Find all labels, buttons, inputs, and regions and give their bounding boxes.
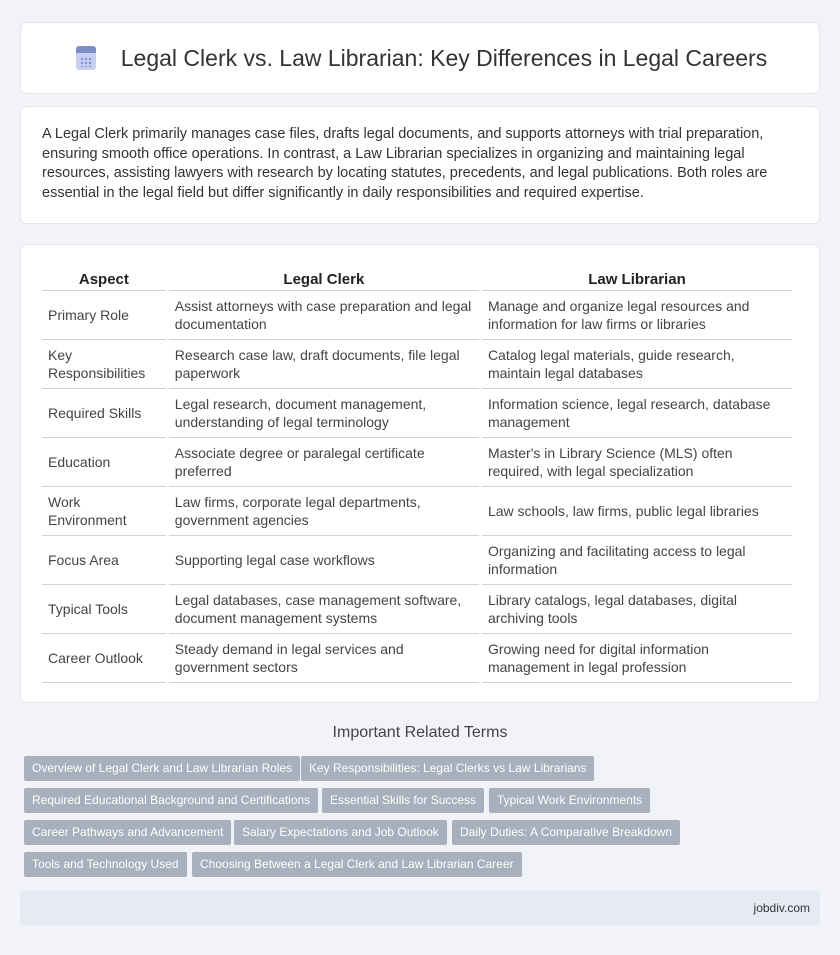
row-law-librarian: Law schools, law firms, public legal libraries	[482, 487, 792, 536]
row-aspect: Work Environment	[42, 487, 166, 536]
row-legal-clerk: Legal research, document management, understanding of legal terminology	[169, 389, 479, 438]
row-aspect: Primary Role	[42, 291, 166, 340]
related-tag[interactable]: Daily Duties: A Comparative Breakdown	[452, 820, 680, 845]
column-header-legal-clerk: Legal Clerk	[169, 265, 479, 291]
row-law-librarian: Information science, legal research, database management	[482, 389, 792, 438]
table-row	[42, 487, 792, 536]
row-legal-clerk: Assist attorneys with case preparation and legal documentation	[169, 291, 479, 340]
row-law-librarian: Growing need for digital information management in legal profession	[482, 634, 792, 683]
table-row	[42, 291, 792, 340]
footer-site[interactable]: jobdiv.com	[753, 901, 810, 915]
row-law-librarian: Catalog legal materials, guide research, maintain legal databases	[482, 340, 792, 389]
row-aspect: Typical Tools	[42, 585, 166, 634]
row-aspect: Career Outlook	[42, 634, 166, 683]
footer	[20, 891, 820, 925]
row-legal-clerk: Research case law, draft documents, file legal paperwork	[169, 340, 479, 389]
page-title: Legal Clerk vs. Law Librarian: Key Differences in Legal Careers	[120, 44, 768, 71]
row-legal-clerk: Associate degree or paralegal certificate preferred	[169, 438, 479, 487]
row-law-librarian: Master's in Library Science (MLS) often required, with legal specialization	[482, 438, 792, 487]
table-row	[42, 634, 792, 683]
related-tag[interactable]: Key Responsibilities: Legal Clerks vs Law Librarians	[301, 756, 594, 781]
row-legal-clerk: Supporting legal case workflows	[169, 536, 479, 585]
related-tag[interactable]: Tools and Technology Used	[24, 852, 187, 877]
calendar-grid-icon	[73, 45, 99, 71]
related-tag[interactable]: Required Educational Background and Certifications	[24, 788, 318, 813]
table-row	[42, 389, 792, 438]
row-legal-clerk: Law firms, corporate legal departments, government agencies	[169, 487, 479, 536]
column-header-law-librarian: Law Librarian	[482, 265, 792, 291]
row-law-librarian: Manage and organize legal resources and information for law firms or libraries	[482, 291, 792, 340]
related-tag[interactable]: Career Pathways and Advancement	[24, 820, 231, 845]
row-legal-clerk: Legal databases, case management software, document management systems	[169, 585, 479, 634]
row-aspect: Key Responsibilities	[42, 340, 166, 389]
table-header-row	[42, 265, 792, 291]
comparison-card	[20, 244, 820, 703]
intro-card	[20, 106, 820, 224]
intro-paragraph: A Legal Clerk primarily manages case files, drafts legal documents, and supports attorneys with trial preparation, ensuring smooth office operations. In contrast, a Law Librarian specializes in organizing and maintaining legal resources, assisting lawyers with research by locating statutes, precedents, and legal publications. Both roles are essential in the legal field but differ significantly in daily responsibilities and required expertise.	[42, 126, 768, 201]
table-row	[42, 340, 792, 389]
row-aspect: Required Skills	[42, 389, 166, 438]
row-aspect: Focus Area	[42, 536, 166, 585]
row-aspect: Education	[42, 438, 166, 487]
related-tag[interactable]: Typical Work Environments	[489, 788, 650, 813]
row-law-librarian: Organizing and facilitating access to legal information	[482, 536, 792, 585]
row-law-librarian: Library catalogs, legal databases, digital archiving tools	[482, 585, 792, 634]
column-header-aspect: Aspect	[42, 265, 166, 291]
table-row	[42, 536, 792, 585]
row-legal-clerk: Steady demand in legal services and government sectors	[169, 634, 479, 683]
table-row	[42, 585, 792, 634]
related-tag[interactable]: Choosing Between a Legal Clerk and Law Librarian Career	[192, 852, 522, 877]
related-tag[interactable]: Salary Expectations and Job Outlook	[234, 820, 447, 845]
related-tag[interactable]: Overview of Legal Clerk and Law Librarian Roles	[24, 756, 300, 781]
related-tag[interactable]: Essential Skills for Success	[322, 788, 484, 813]
header-card	[20, 22, 820, 94]
comparison-table	[39, 265, 795, 683]
related-terms-title: Important Related Terms	[332, 724, 508, 741]
table-row	[42, 438, 792, 487]
